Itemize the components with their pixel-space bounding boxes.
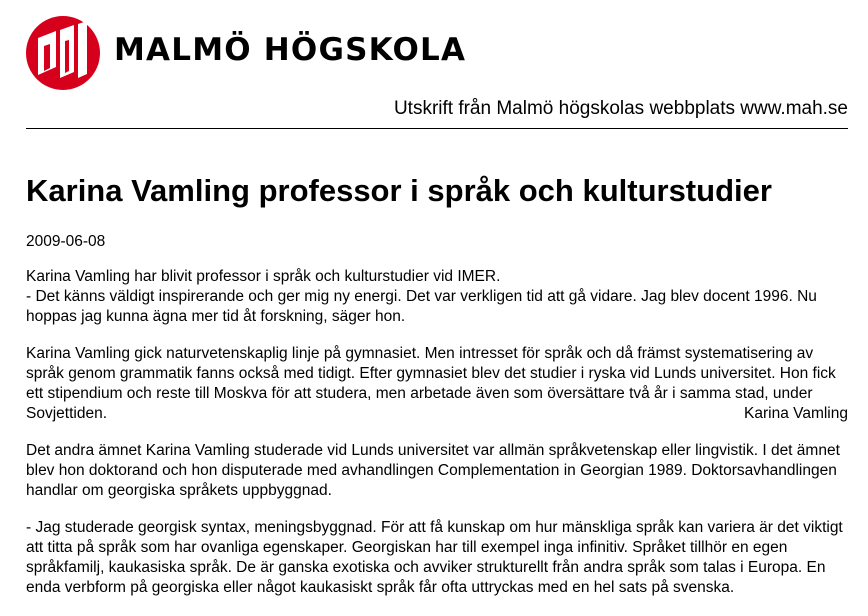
paragraph-3: Det andra ämnet Karina Vamling studerade vid Lunds universitet var allmän språkvetenskap eller lingvistik. I det ämnet blev hon doktorand och hon disputerade med avhandlingen Complementation in Georgian 1989. Doktorsavhandlingen handlar om georgiska språkets uppbyggnad. (26, 442, 840, 499)
header-divider (26, 128, 848, 129)
paragraph-1-quote: - Det känns väldigt inspirerande och ger mig ny energi. Det var verkligen tid att gå vidare. Jag blev docent 1996. Nu hoppas jag kunna ägna mer tid åt forskning, säger hon. (26, 288, 817, 325)
paragraph-2 (26, 344, 848, 424)
paragraph-2-text: Karina Vamling gick naturvetenskaplig linje på gymnasiet. Men intresset för språk och då främst systematisering av språk genom grammatik fanns också med tidigt. Efter gymnasiet blev det studier i ryska vid Lunds universitet. Hon fick ett stipendium och reste till Moskva för att studera, men arbetade även som översättare två år i samma stad, under Sovjettiden. (26, 345, 836, 422)
brand-name: MALMÖ HÖGSKOLA (114, 32, 467, 68)
image-caption: Karina Vamling (744, 405, 848, 422)
article-title: Karina Vamling professor i språk och kulturstudier (26, 173, 772, 208)
paragraph-1 (26, 267, 848, 327)
malmo-hogskola-logo (26, 16, 100, 90)
print-note: Utskrift från Malmö högskolas webbplats www.mah.se (393, 98, 848, 119)
paragraph-1-intro: Karina Vamling har blivit professor i språk och kulturstudier vid IMER. (26, 268, 501, 285)
article-date: 2009-06-08 (26, 233, 106, 250)
paragraph-4: - Jag studerade georgisk syntax, meningsbyggnad. För att få kunskap om hur mänskliga språk kan variera är det viktigt att titta på språk som har ovanliga egenskaper. Georgiskan har till exempel inga infinitiv. Språket tillhör en egen språkfamilj, kaukasiska språk. De är ganska exotiska och avviker strukturellt från andra språk som talas i Europa. En enda verbform på georgiska eller något kaukasiskt språk får ofta uttryckas med en hel sats på svenska. (26, 519, 843, 596)
article-body (26, 267, 848, 615)
